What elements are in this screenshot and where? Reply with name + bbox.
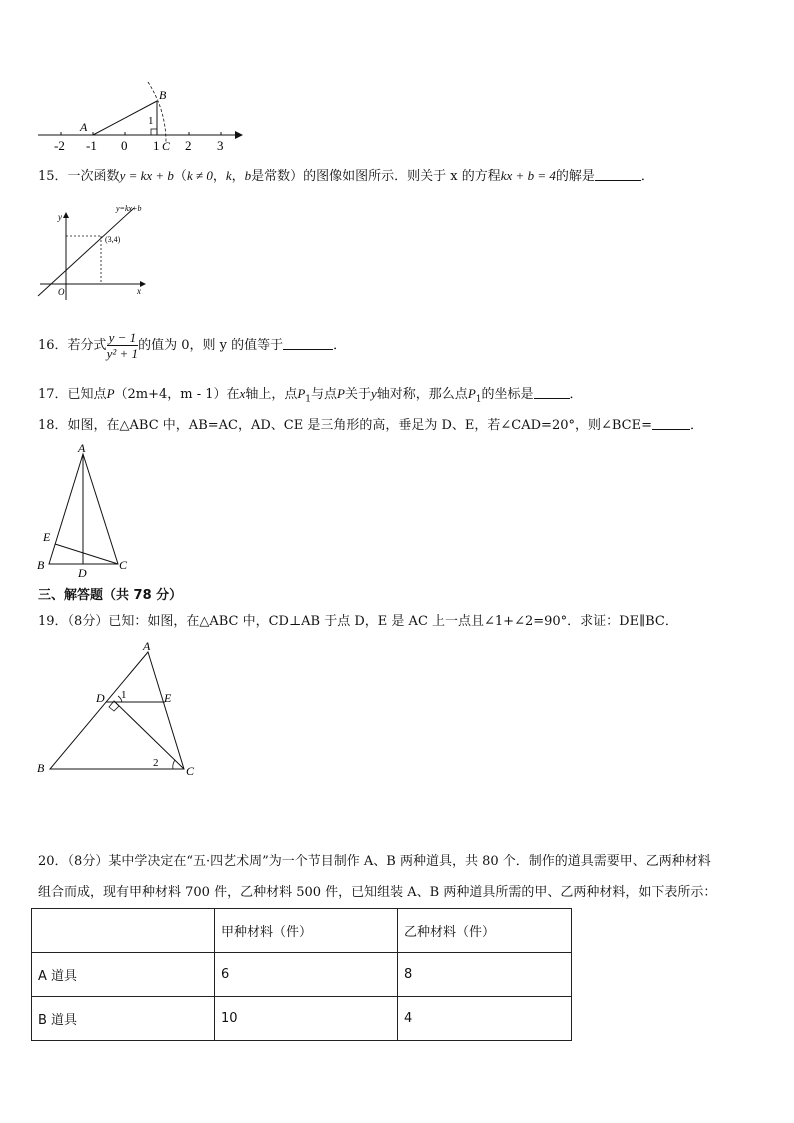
function-label: y=kx+b — [116, 204, 142, 213]
table-row — [32, 997, 572, 1041]
fraction: $\frac{y - 1}{\text{y² + 1}}$ — [106, 330, 139, 361]
question-16: 16．若分式 $\frac{y - 1}{\text{y² + 1}}$ 的值为 0，则 y 的值等于 ． — [38, 330, 347, 361]
vertex-label-c: C — [119, 558, 128, 572]
x-axis-label: x — [137, 286, 141, 296]
tick-label: 3 — [217, 138, 224, 153]
point-label-b: B — [159, 88, 167, 102]
vertex-label-c: C — [186, 764, 195, 778]
table-row — [32, 953, 572, 997]
table-header-cell: 甲种材料（件） — [215, 909, 398, 953]
triangle-figure-q18 — [34, 440, 139, 580]
answer-blank — [595, 168, 641, 181]
triangle-figure-q19 — [34, 636, 204, 781]
section-title: 三、解答题（共 78 分） — [38, 588, 183, 603]
table-header-cell — [32, 909, 215, 953]
tick-label: -1 — [86, 138, 97, 153]
vertex-label-e: E — [43, 530, 51, 544]
vertex-label-a: A — [143, 639, 151, 653]
table-cell: 6 — [215, 953, 398, 997]
tick-label: 2 — [185, 138, 192, 153]
angle-label-1: 1 — [121, 689, 127, 701]
question-20-line-1: 20．（8分）某中学决定在“五·四艺术周”为一个节目制作 A、B 两种道具，共 80 个．制作的道具需要甲、乙两种材料 — [38, 854, 711, 869]
vertex-label-b: B — [37, 558, 45, 572]
linear-function-graph — [36, 200, 156, 305]
tick-label: 0 — [121, 138, 128, 153]
vertex-label-e: E — [164, 691, 172, 705]
question-15: 15．一次函数y = kx + b（k ≠ 0，k，b是常数）的图像如图所示．则关于 x 的方程kx + b = 4的解是 ． — [38, 168, 654, 184]
answer-blank — [283, 337, 333, 350]
point-label-a: A — [80, 120, 88, 134]
table-cell: A 道具 — [32, 953, 215, 997]
question-17: 17．已知点P（2m+4，m - 1）在x轴上，点$P_1$与点P关于y轴对称，那么点$P_1$的坐标是 ． — [38, 386, 583, 405]
answer-blank — [534, 386, 570, 399]
question-20-line-2: 组合而成，现有甲种材料 700 件，乙种材料 500 件，已知组装 A、B 两种道具所需的甲、乙两种材料，如下表所示： — [38, 885, 717, 900]
angle-label-2: 2 — [153, 757, 159, 769]
tick-label: 1 — [153, 138, 160, 153]
vertex-label-d: D — [96, 691, 105, 705]
table-header-cell: 乙种材料（件） — [398, 909, 572, 953]
y-axis-label: y — [58, 212, 62, 222]
segment-length-label: 1 — [148, 115, 154, 127]
number-line-figure — [30, 80, 250, 155]
point-label: (3,4) — [105, 235, 121, 244]
question-18: 18．如图，在△ABC 中，AB=AC，AD、CE 是三角形的高，垂足为 D、E，若∠CAD=20°，则∠BCE= ． — [38, 418, 704, 433]
origin-label: O — [58, 287, 65, 297]
table-header-row — [32, 909, 572, 953]
vertex-label-d: D — [78, 566, 87, 580]
tick-label: -2 — [54, 138, 65, 153]
vertex-label-b: B — [37, 761, 45, 775]
table-cell: 10 — [215, 997, 398, 1041]
question-19: 19．（8分）已知：如图，在△ABC 中，CD⊥AB 于点 D，E 是 AC 上一点且∠1+∠2=90°．求证：DE∥BC． — [38, 614, 678, 629]
table-cell: B 道具 — [32, 997, 215, 1041]
table-cell: 8 — [398, 953, 572, 997]
materials-table — [31, 908, 572, 1041]
table-cell: 4 — [398, 997, 572, 1041]
answer-blank — [652, 417, 690, 430]
point-label-c: C — [162, 139, 171, 153]
vertex-label-a: A — [78, 441, 86, 455]
